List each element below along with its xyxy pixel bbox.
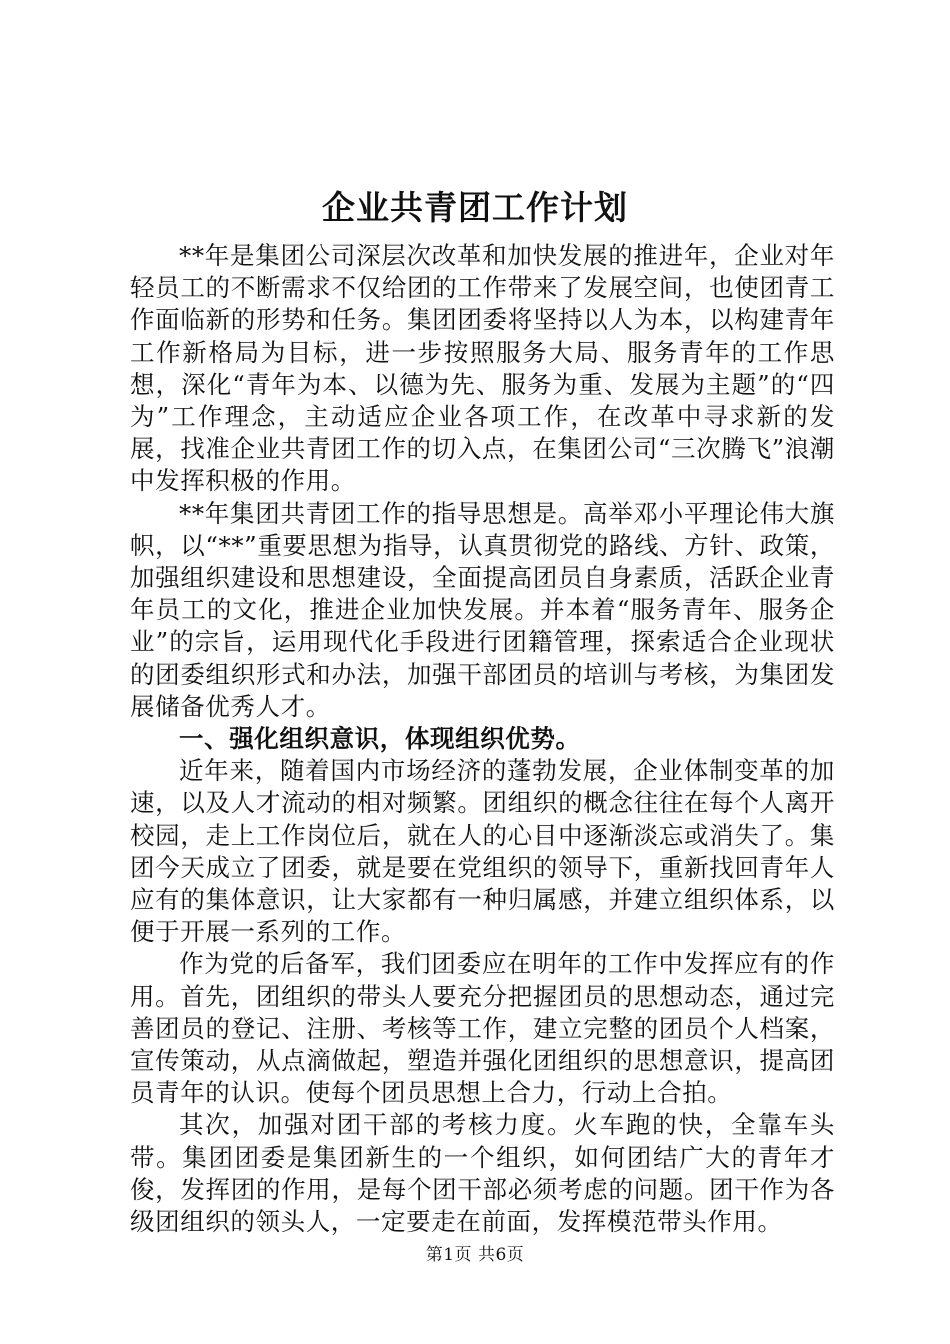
section-heading-1: 一、强化组织意识，体现组织优势。 bbox=[179, 724, 581, 754]
paragraph-section-1-c: 其次，加强对团干部的考核力度。火车跑的快，全靠车头带。集团团委是集团新生的一个组织，如何团结广大的青年才俊，发挥团的作用，是每个团干部必须考虑的问题。团干作为各级团组织的领头人，一定要走在前面，发挥模范带头作用。 bbox=[130, 1110, 835, 1237]
paragraph-intro: **年是集团公司深层次改革和加快发展的推进年，企业对年轻员工的不断需求不仅给团的工作带来了发展空间，也使团青工作面临新的形势和任务。集团团委将坚持以人为本，以构建青年工作新格局为目标，进一步按照服务大局、服务青年的工作思想，深化“青年为本、以德为先、服务为重、发展为主题”的“四为”工作理念，主动适应企业各项工作，在改革中寻求新的发展，找准企业共青团工作的切入点，在集团公司“三次腾飞”浪潮中发挥积极的作用。 bbox=[130, 241, 835, 496]
page-number-footer: 第1页 共6页 bbox=[425, 1245, 525, 1265]
paragraph-section-1-a: 近年来，随着国内市场经济的蓬勃发展，企业体制变革的加速，以及人才流动的相对频繁。团组织的概念往往在每个人离开校园，走上工作岗位后，就在人的心目中逐渐淡忘或消失了。集团今天成立了团委，就是要在党组织的领导下，重新找回青年人应有的集体意识，让大家都有一种归属感，并建立组织体系，以便于开展一系列的工作。 bbox=[130, 756, 835, 947]
paragraph-guiding-thought: **年集团共青团工作的指导思想是。高举邓小平理论伟大旗帜，以“**”重要思想为指导，认真贯彻党的路线、方针、政策，加强组织建设和思想建设，全面提高团员自身素质，活跃企业青年员工的文化，推进企业加快发展。并本着“服务青年、服务企业”的宗旨，运用现代化手段进行团籍管理，探索适合企业现状的团委组织形式和办法，加强干部团员的培训与考核，为集团发展储备优秀人才。 bbox=[130, 498, 835, 721]
document-body bbox=[130, 240, 835, 1238]
paragraph-section-1-b: 作为党的后备军，我们团委应在明年的工作中发挥应有的作用。首先，团组织的带头人要充分把握团员的思想动态，通过完善团员的登记、注册、考核等工作，建立完整的团员个人档案，宣传策动，从点滴做起，塑造并强化团组织的思想意识，提高团员青年的认识。使每个团员思想上合力，行动上合拍。 bbox=[130, 949, 835, 1108]
page-title: 企业共青团工作计划 bbox=[322, 188, 628, 227]
